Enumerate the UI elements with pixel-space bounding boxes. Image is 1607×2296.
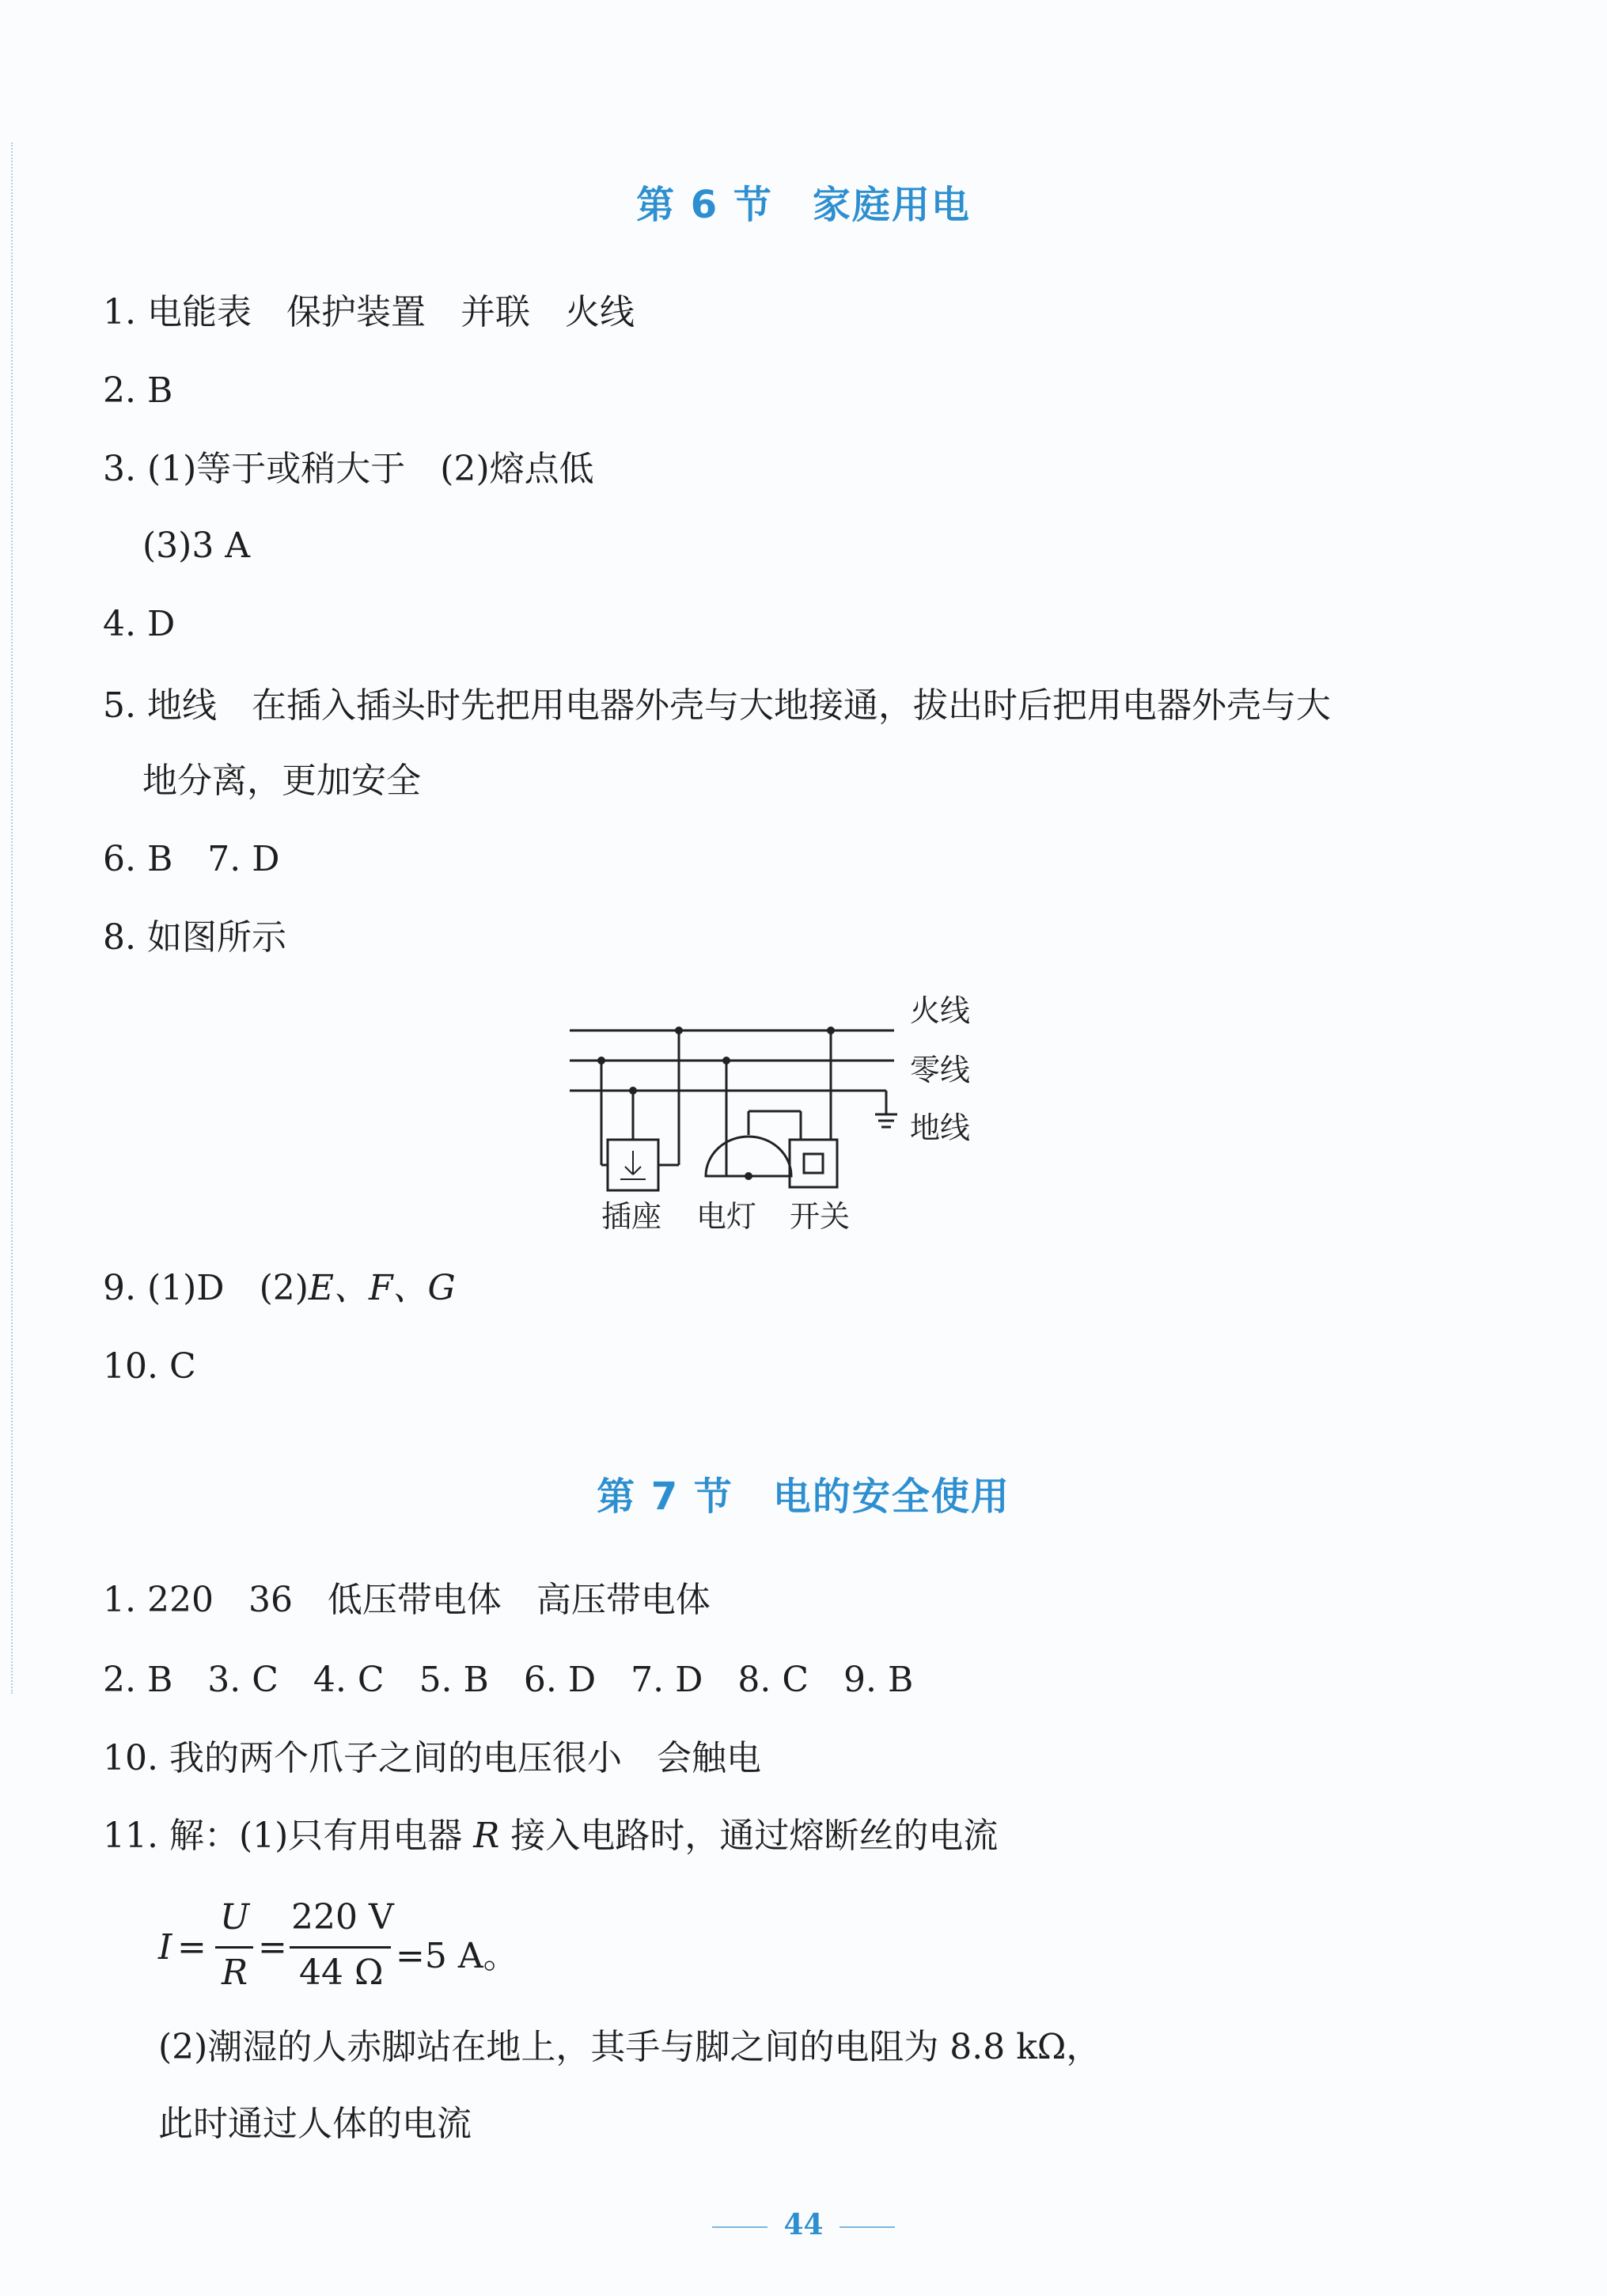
answer-line-6-7: 6. B 7. D [103,839,280,879]
answer-9-letters: E、F、G [308,1268,456,1308]
label-switch: 开关 [790,1199,851,1234]
formula-lhs: I [158,1927,172,1968]
section-7-heading: 第 7 节 电的安全使用 [597,1474,1010,1519]
answer-line-3: 3. (1)等于或稍大于 (2)熔点低 [103,449,594,489]
formula-den1: R [222,1953,248,1993]
formula-eq1: = [177,1927,207,1968]
formula-den2: 44 Ω [299,1953,384,1993]
lamp-symbol [706,1137,791,1176]
label-neutral: 零线 [910,1053,971,1087]
fraction-bar-2 [290,1946,391,1949]
label-ground: 地线 [910,1110,971,1145]
answer-line-1: 1. 电能表 保护装置 并联 火线 [103,292,635,332]
answer-line-8: 8. 如图所示 [103,917,286,958]
section-6-heading: 第 6 节 家庭用电 [636,183,971,227]
label-lamp: 电灯 [696,1199,757,1234]
answer-line-2: 2. B [103,370,173,411]
household-circuit-diagram [554,981,997,1243]
page-number [0,2208,1607,2241]
answer-line-3-part3: (3)3 A [142,526,251,566]
s7-answer-line-11-part2: (2)潮湿的人赤脚站在地上，其手与脚之间的电阻为 8.8 kΩ， [158,2027,1101,2067]
page-number-text: 44 [783,2208,824,2241]
s7-answer-line-11 [103,1812,998,1860]
fraction-bar-1 [215,1946,253,1949]
answer-line-5-cont: 地分离，更加安全 [142,761,421,801]
s7-answer-line-2-9: 2. B 3. C 4. C 5. B 6. D 7. D 8. C 9. B [103,1660,914,1700]
label-socket: 插座 [601,1199,662,1234]
s7-answer-line-11-part2-cont: 此时通过人体的电流 [158,2104,472,2144]
answer-line-5: 5. 地线 在插入插头时先把用电器外壳与大地接通，拔出时后把用电器外壳与大 [103,685,1331,726]
margin-dotted-line [11,142,17,1694]
answer-line-4: 4. D [103,604,176,644]
formula-eq2: = [258,1927,287,1968]
ohms-law-formula [158,1896,791,1998]
s7-answer-line-1: 1. 220 36 低压带电体 高压带电体 [103,1580,711,1620]
answer-9-prefix: 9. (1)D (2) [103,1268,309,1308]
answer-line-10: 10. C [103,1346,196,1387]
label-live: 火线 [910,993,971,1028]
s7-answer-line-10: 10. 我的两个爪子之间的电压很小 会触电 [103,1738,761,1778]
formula-result: =5 A。 [396,1936,518,1976]
formula-num2: 220 V [291,1897,394,1937]
q11-post: 接入电路时，通过熔断丝的电流 [499,1816,999,1856]
answer-line-9 [103,1265,456,1312]
switch-symbol [790,1140,837,1187]
formula-num1: U [220,1897,250,1937]
q11-var: R [473,1816,500,1856]
q11-pre: 11. 解：(1)只有用电器 [103,1816,474,1856]
